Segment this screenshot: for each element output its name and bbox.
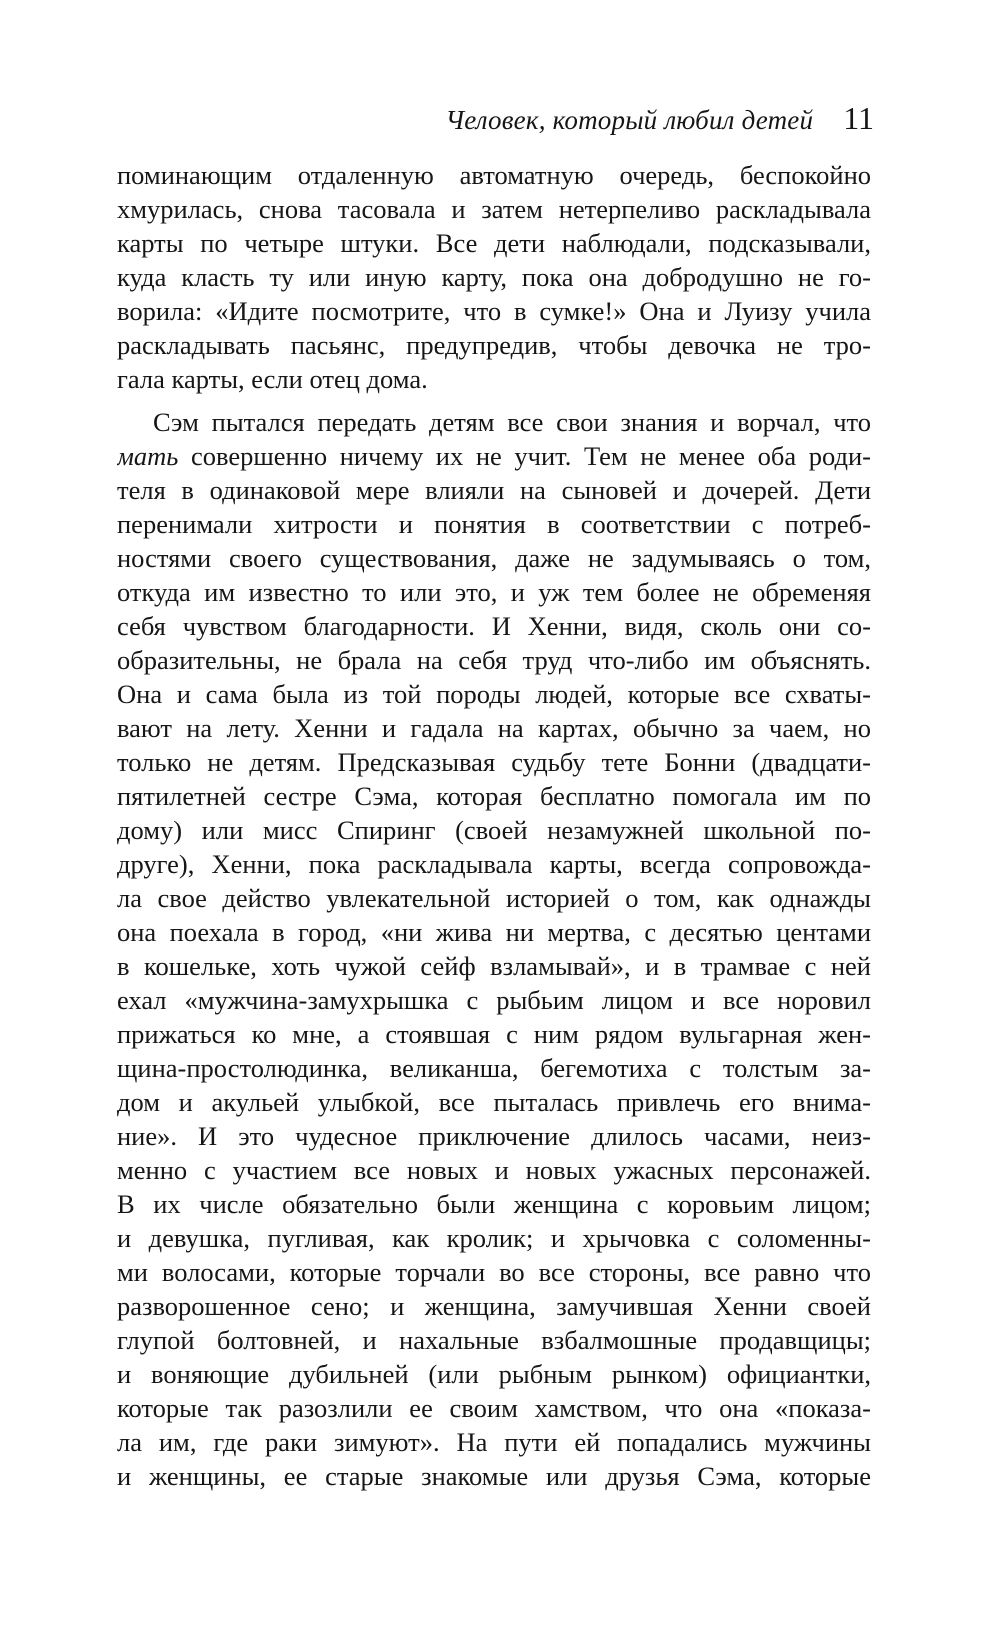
text-line: прижаться ко мне, а стоявшая с ним рядом вульгарная жен- [117, 1019, 871, 1049]
text-line [117, 1561, 871, 1595]
body-text [117, 158, 871, 1629]
text-line: дом и акульей улыбкой, все пыталась привлечь его внима- [117, 1087, 871, 1117]
text-line: она поехала в город, «ни жива ни мертва, с десятью центами [117, 917, 871, 947]
text-line-rest: совершенно ничему их не учит. Тем не менее оба роди- [178, 441, 871, 471]
text-line: менно с участием все новых и новых ужасных персонажей. [117, 1155, 871, 1185]
text-line: себя чувством благодарности. И Хенни, видя, сколь они со- [117, 611, 871, 641]
text-line: хмурилась, снова тасовала и затем нетерпеливо раскладывала [117, 194, 871, 224]
text-line: образительны, не брала на себя труд что-либо им объяснять. [117, 645, 871, 675]
text-line: и девушка, пугливая, как кролик; и хрычовка с соломенны- [117, 1223, 871, 1253]
text-line: В их числе обязательно были женщина с коровьим лицом; [117, 1189, 871, 1219]
text-line: щина-простолюдинка, великанша, бегемотиха с толстым за- [117, 1053, 871, 1083]
text-line: вают на лету. Хенни и гадала на картах, обычно за чаем, но [117, 713, 871, 743]
paragraph-gap [117, 396, 871, 405]
text-line: гала карты, если отец дома. [117, 364, 428, 394]
text-line [117, 439, 871, 473]
paragraph-2 [117, 405, 871, 1629]
text-line: поминающим отдаленную автоматную очередь, беспокойно [117, 160, 871, 190]
text-line: глупой болтовней, и нахальные взбалмошные продавщицы; [117, 1325, 871, 1355]
text-line: Она и сама была из той породы людей, которые все схваты- [117, 679, 871, 709]
running-header [445, 100, 874, 137]
text-line: ми волосами, которые торчали во все стороны, все равно что [117, 1257, 871, 1287]
text-line: куда класть ту или иную карту, пока она добродушно не го- [117, 262, 871, 292]
text-line: карты по четыре штуки. Все дети наблюдали, подсказывали, [117, 228, 871, 258]
text-line: и воняющие дубильней (или рыбным рынком) официантки, [117, 1359, 871, 1389]
text-line: пятилетней сестре Сэма, которая бесплатно помогала им по [117, 781, 871, 811]
text-line: ние». И это чудесное приключение длилось часами, неиз- [117, 1121, 871, 1151]
text-line: ла свое действо увлекательной историей о том, как однажды [117, 883, 871, 913]
text-line: дому) или мисс Спиринг (своей незамужней школьной по- [117, 815, 871, 845]
text-line: ехал «мужчина-замухрышка с рыбьим лицом и все норовил [117, 985, 871, 1015]
italic-word: мать [117, 441, 179, 471]
text-line: разворошенное сено; и женщина, замучившая Хенни своей [117, 1291, 871, 1321]
text-line: теля в одинаковой мере влияли на сыновей и дочерей. Дети [117, 475, 871, 505]
text-line: которые так разозлили ее своим хамством, что она «показа- [117, 1393, 871, 1423]
text-line: раскладывать пасьянс, предупредив, чтобы девочка не тро- [117, 330, 871, 360]
text-line [117, 1493, 871, 1527]
text-line: друге), Хенни, пока раскладывала карты, всегда сопровожда- [117, 849, 871, 879]
text-line [117, 1595, 871, 1629]
text-line: ла им, где раки зимуют». На пути ей попадались мужчины [117, 1427, 871, 1457]
text-line: перенимали хитрости и понятия в соответствии с потреб- [117, 509, 871, 539]
text-line [117, 1527, 871, 1561]
paragraph-1 [117, 158, 871, 396]
text-line: Сэм пытался передать детям все свои знания и ворчал, что [153, 407, 871, 437]
text-line: ностями своего существования, даже не задумываясь о том, [117, 543, 871, 573]
running-title: Человек, который любил детей [445, 105, 814, 135]
text-line: ворила: «Идите посмотрите, что в сумке!» Она и Луизу учила [117, 296, 871, 326]
text-line: и женщины, ее старые знакомые или друзья Сэма, которые [117, 1461, 871, 1491]
text-line: откуда им известно то или это, и уж тем более не обременяя [117, 577, 871, 607]
text-line: в кошельке, хоть чужой сейф взламывай», и в трамвае с ней [117, 951, 871, 981]
text-line: только не детям. Предсказывая судьбу тете Бонни (двадцати- [117, 747, 871, 777]
page-number: 11 [843, 100, 874, 136]
